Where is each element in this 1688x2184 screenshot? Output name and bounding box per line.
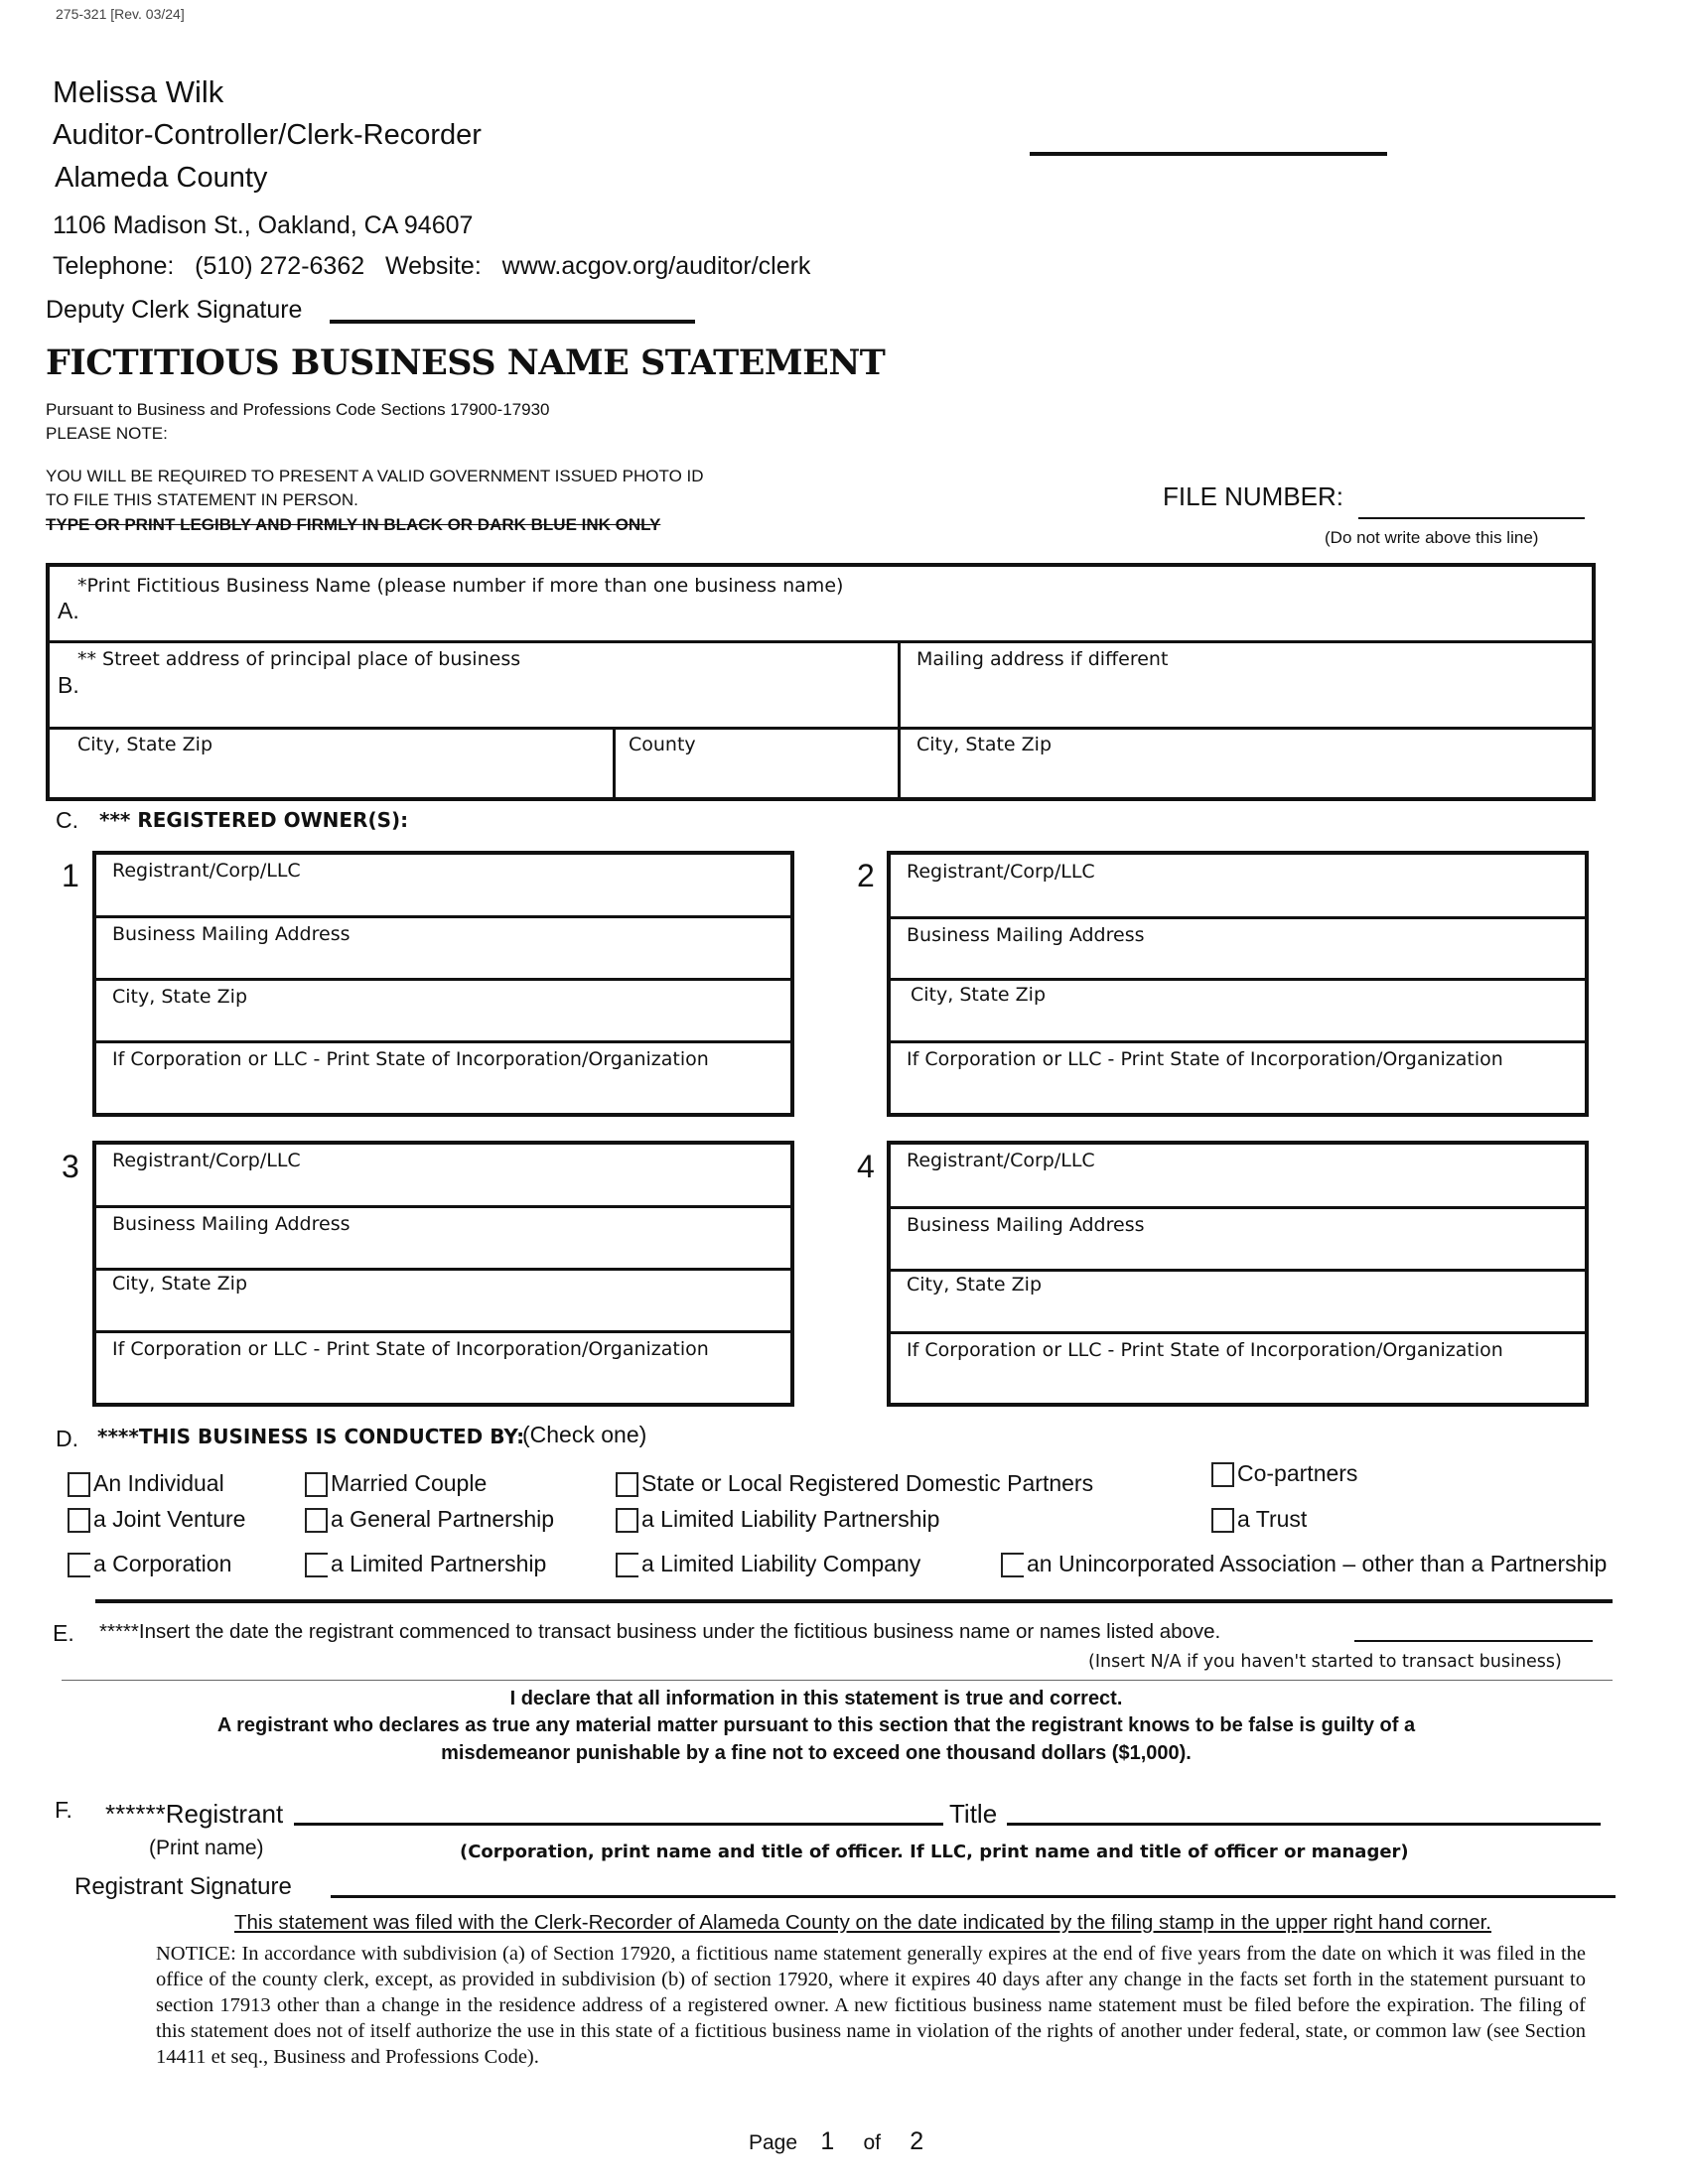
page-title: FICTITIOUS BUSINESS NAME STATEMENT xyxy=(46,342,886,383)
checkbox[interactable] xyxy=(1211,1462,1234,1487)
state-inc-field[interactable] xyxy=(96,1333,790,1403)
state-inc-label: If Corporation or LLC - Print State of Incorporation/Organization xyxy=(112,1338,709,1360)
filing-stamp-line xyxy=(1030,152,1387,156)
title-line[interactable] xyxy=(1007,1823,1601,1826)
mailing-address-field[interactable] xyxy=(901,643,1596,727)
pursuant-text: Pursuant to Business and Professions Code Sections 17900-17930 xyxy=(46,400,550,419)
owner-box-3 xyxy=(92,1141,794,1407)
checkbox[interactable] xyxy=(68,1508,90,1533)
registrant-label: Registrant/Corp/LLC xyxy=(112,860,301,882)
mailing-address-label: Mailing address if different xyxy=(916,648,1169,670)
checkbox[interactable] xyxy=(616,1508,638,1533)
registered-owners-label: *** REGISTERED OWNER(S): xyxy=(99,808,409,832)
option-label: Married Couple xyxy=(331,1470,488,1496)
state-inc-field[interactable] xyxy=(891,1043,1585,1113)
checkbox[interactable] xyxy=(305,1508,328,1533)
business-mailing-label: Business Mailing Address xyxy=(907,924,1145,946)
owner-city-label: City, State Zip xyxy=(112,1273,248,1295)
option-label: a Limited Liability Partnership xyxy=(641,1506,940,1532)
business-mailing-label: Business Mailing Address xyxy=(112,1213,351,1235)
print-name-note: (Print name) xyxy=(149,1837,264,1859)
title-label: Title xyxy=(949,1799,998,1829)
ink-notice: TYPE OR PRINT LEGIBLY AND FIRMLY IN BLACK OR DARK BLUE INK ONLY xyxy=(46,515,661,534)
state-inc-label: If Corporation or LLC - Print State of Incorporation/Organization xyxy=(907,1339,1503,1361)
registrant-name-line[interactable] xyxy=(294,1823,943,1826)
registrant-field[interactable] xyxy=(96,855,790,916)
total-pages: 2 xyxy=(910,2127,924,2155)
checkbox[interactable] xyxy=(1211,1508,1234,1533)
owner-city-field[interactable] xyxy=(891,981,1585,1040)
of-label: of xyxy=(863,2131,881,2154)
owner-number: 4 xyxy=(857,1149,875,1184)
registrant-field[interactable] xyxy=(96,1145,790,1206)
option-llp[interactable] xyxy=(616,1506,939,1533)
website-value[interactable]: www.acgov.org/auditor/clerk xyxy=(501,252,811,280)
registrant-field[interactable] xyxy=(891,1145,1585,1206)
checkbox[interactable] xyxy=(305,1472,328,1497)
section-e-divider xyxy=(62,1680,1613,1681)
declaration-line-1: I declare that all information in this statement is true and correct. xyxy=(509,1688,1123,1709)
option-label: Co-partners xyxy=(1237,1460,1358,1486)
declaration-line-3: misdemeanor punishable by a fine not to exceed one thousand dollars ($1,000). xyxy=(441,1742,1192,1764)
option-label: an Unincorporated Association – other than a Partnership xyxy=(1027,1551,1608,1576)
checkbox[interactable] xyxy=(616,1472,638,1497)
business-conducted-label: ****THIS BUSINESS IS CONDUCTED BY: xyxy=(97,1425,525,1448)
option-label: a Joint Venture xyxy=(93,1506,246,1532)
option-label: An Individual xyxy=(93,1470,224,1496)
corp-title-note: (Corporation, print name and title of officer. If LLC, print name and title of officer or manager) xyxy=(460,1842,1409,1862)
checkbox[interactable] xyxy=(68,1472,90,1497)
checkbox[interactable] xyxy=(68,1553,90,1577)
office-title: Auditor-Controller/Clerk-Recorder xyxy=(53,119,482,151)
checkbox[interactable] xyxy=(305,1553,328,1577)
owner-box-4 xyxy=(887,1141,1589,1407)
city-state-zip-field[interactable] xyxy=(50,730,613,801)
office-name: Melissa Wilk xyxy=(53,74,224,109)
commence-date-line[interactable] xyxy=(1354,1640,1593,1642)
state-inc-label: If Corporation or LLC - Print State of Incorporation/Organization xyxy=(112,1048,709,1070)
fictitious-name-field[interactable] xyxy=(50,567,1592,641)
registrant-signature-label: Registrant Signature xyxy=(74,1873,292,1900)
owner-city-field[interactable] xyxy=(96,981,790,1040)
file-number-note: (Do not write above this line) xyxy=(1325,528,1539,547)
check-one-note: (Check one) xyxy=(522,1422,647,1447)
county-label: County xyxy=(629,734,696,755)
section-e-letter: E. xyxy=(53,1620,74,1646)
deputy-signature-label: Deputy Clerk Signature xyxy=(46,296,303,324)
filed-statement: This statement was filed with the Clerk-Recorder of Alameda County on the date indicated by the filing stamp in the upper right hand corner. xyxy=(234,1911,1491,1934)
owner-number: 2 xyxy=(857,858,875,893)
section-a-letter: A. xyxy=(58,598,79,623)
county-field[interactable] xyxy=(616,730,898,801)
owner-city-label: City, State Zip xyxy=(911,984,1047,1006)
file-number-label: FILE NUMBER: xyxy=(1163,481,1344,511)
option-corporation[interactable] xyxy=(68,1551,231,1577)
state-inc-field[interactable] xyxy=(891,1334,1585,1404)
business-mailing-field[interactable] xyxy=(891,1209,1585,1269)
declaration-line-2: A registrant who declares as true any material matter pursuant to this section that the registrant knows to be false is guilty of a xyxy=(216,1714,1416,1736)
business-mailing-label: Business Mailing Address xyxy=(112,923,351,945)
telephone-value: (510) 272-6362 xyxy=(195,252,365,280)
office-county: Alameda County xyxy=(55,162,268,194)
office-address: 1106 Madison St., Oakland, CA 94607 xyxy=(53,211,474,239)
option-label: State or Local Registered Domestic Partners xyxy=(641,1470,1094,1496)
option-general-partnership[interactable] xyxy=(305,1506,554,1533)
option-label: a General Partnership xyxy=(331,1506,555,1532)
registrant-signature-line[interactable] xyxy=(331,1895,1616,1898)
registrant-label: Registrant/Corp/LLC xyxy=(112,1150,301,1171)
form-code: 275-321 [Rev. 03/24] xyxy=(56,6,185,22)
notice-paragraph: NOTICE: In accordance with subdivision (a) of Section 17920, a fictitious name statement generally expires at the end of five years from the date on which it was filed in the office of the county clerk, except, as provided in subdivision (b) of section 17920, where it expires 40 days after any change in the facts set forth in the statement pursuant to section 17913 other than a change in the residence address of a registered owner. A new fictitious business name statement must be filed before the expiration. The filing of this statement does not of itself authorize the use in this state of a fictitious business name in violation of the rights of another under federal, state, or common law (see Section 14411 et seq., Business and Professions Code). xyxy=(156,1943,1586,2068)
office-contact xyxy=(53,252,810,281)
page-label: Page xyxy=(749,2131,798,2154)
section-c-letter: C. xyxy=(56,807,78,833)
business-info-box xyxy=(46,563,1596,801)
owner-number: 3 xyxy=(62,1149,79,1184)
business-mailing-field[interactable] xyxy=(96,918,790,978)
option-joint-venture[interactable] xyxy=(68,1506,245,1533)
option-label: a Corporation xyxy=(93,1551,232,1576)
mailing-city-state-zip-label: City, State Zip xyxy=(916,734,1053,755)
option-label: a Trust xyxy=(1237,1506,1308,1532)
owner-city-field[interactable] xyxy=(96,1271,790,1330)
registrant-label: Registrant/Corp/LLC xyxy=(907,1150,1095,1171)
business-mailing-field[interactable] xyxy=(891,919,1585,979)
city-state-zip-label: City, State Zip xyxy=(77,734,213,755)
current-page: 1 xyxy=(820,2127,835,2155)
section-f-letter: F. xyxy=(55,1797,72,1823)
registrant-label: Registrant/Corp/LLC xyxy=(907,861,1095,883)
section-d-letter: D. xyxy=(56,1426,78,1451)
business-mailing-field[interactable] xyxy=(96,1208,790,1268)
checkbox[interactable] xyxy=(616,1553,638,1577)
option-label: a Limited Liability Company xyxy=(641,1551,921,1576)
owner-box-2 xyxy=(887,851,1589,1117)
option-label: a Limited Partnership xyxy=(331,1551,547,1576)
owner-city-label: City, State Zip xyxy=(112,986,248,1008)
option-married-couple[interactable] xyxy=(305,1470,487,1497)
option-trust[interactable] xyxy=(1211,1506,1307,1533)
id-notice-1: YOU WILL BE REQUIRED TO PRESENT A VALID GOVERNMENT ISSUED PHOTO ID xyxy=(46,467,704,485)
fictitious-name-label: *Print Fictitious Business Name (please number if more than one business name) xyxy=(77,575,844,597)
page-footer xyxy=(749,2127,923,2156)
section-b-letter: B. xyxy=(58,672,79,698)
option-llc[interactable] xyxy=(616,1551,920,1577)
file-number-line xyxy=(1358,517,1585,519)
owner-number: 1 xyxy=(62,858,79,893)
option-individual[interactable] xyxy=(68,1470,224,1497)
option-domestic-partners[interactable] xyxy=(616,1470,1093,1497)
option-co-partners[interactable] xyxy=(1211,1460,1357,1487)
id-notice-2: TO FILE THIS STATEMENT IN PERSON. xyxy=(46,490,358,509)
street-address-label: ** Street address of principal place of business xyxy=(77,648,521,670)
commence-date-note: (Insert N/A if you haven't started to transact business) xyxy=(1088,1652,1562,1672)
state-inc-field[interactable] xyxy=(96,1043,790,1113)
telephone-label: Telephone: xyxy=(53,252,175,280)
mailing-city-state-zip-field[interactable] xyxy=(901,730,1596,801)
registrant-print-label: ******Registrant xyxy=(105,1799,284,1829)
deputy-signature-line[interactable] xyxy=(330,320,695,324)
website-label: Website: xyxy=(384,252,482,280)
street-address-field[interactable] xyxy=(50,643,898,727)
business-mailing-label: Business Mailing Address xyxy=(907,1214,1145,1236)
please-note: PLEASE NOTE: xyxy=(46,424,168,443)
registrant-field[interactable] xyxy=(891,855,1585,916)
option-unincorporated-association[interactable] xyxy=(1001,1551,1607,1577)
owner-city-label: City, State Zip xyxy=(907,1274,1043,1296)
owner-box-1 xyxy=(92,851,794,1117)
section-d-divider xyxy=(95,1599,1613,1603)
checkbox[interactable] xyxy=(1001,1553,1024,1577)
state-inc-label: If Corporation or LLC - Print State of Incorporation/Organization xyxy=(907,1048,1503,1070)
commence-date-label: *****Insert the date the registrant commenced to transact business under the fictitious business name or names listed above. xyxy=(99,1620,1221,1643)
owner-city-field[interactable] xyxy=(891,1272,1585,1331)
option-limited-partnership[interactable] xyxy=(305,1551,546,1577)
